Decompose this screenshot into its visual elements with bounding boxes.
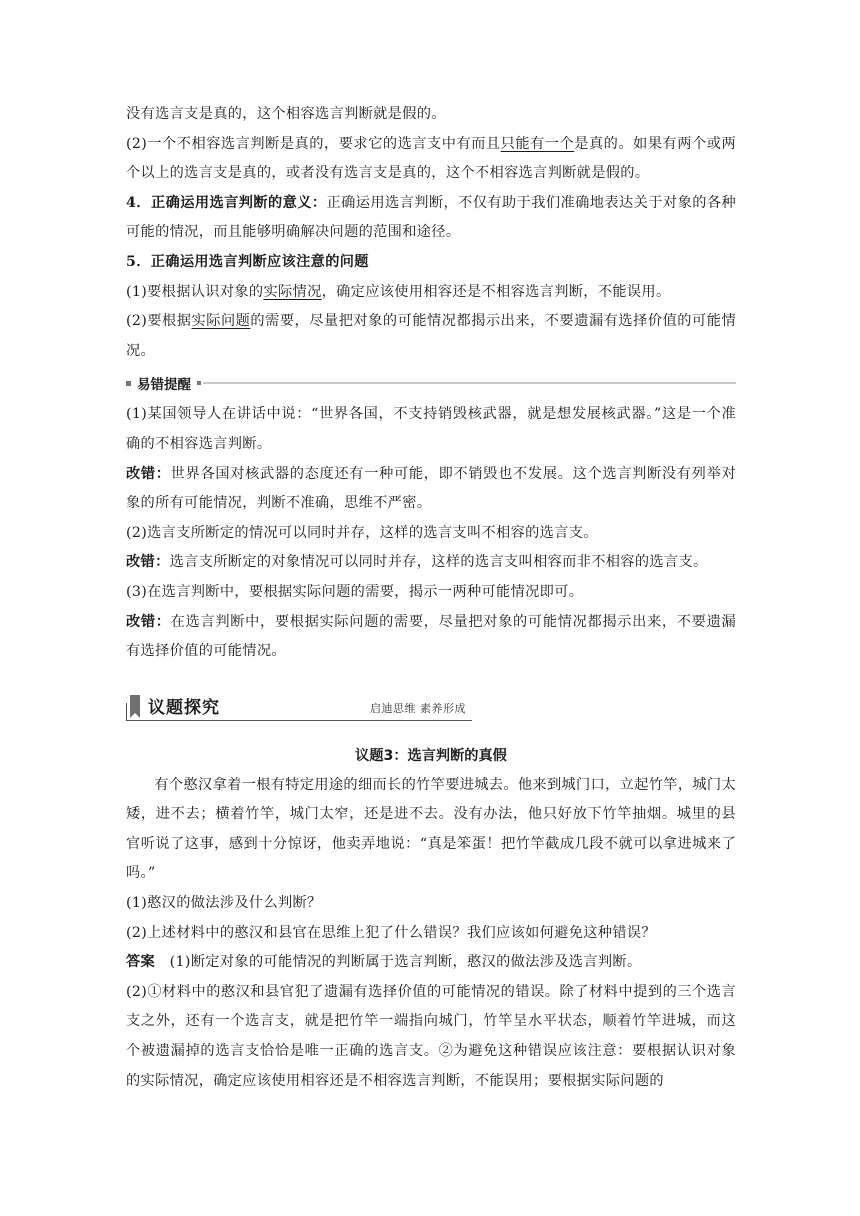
text-span: ，确定应该使用相容还是不相容选言判断，不能误用。: [321, 283, 671, 300]
story-paragraph: 有个憨汉拿着一根有特定用途的细而长的竹竿要进城去。他来到城门口，立起竹竿，城门太矮，进不去；横着竹竿，城门太窄，还是进不去。没有办法，他只好放下竹竿抽烟。城里的县官听说了这事，感到十分惊讶，他卖弄地说：“真是笨蛋！把竹竿截成几段不就可以拿进城来了吗。”: [126, 776, 736, 882]
paragraph-point-5-1: [126, 278, 736, 308]
fix-text: 世界各国对核武器的态度还有一种可能，即不销毁也不发展。这个选言判断没有列举对象的所有可能情况，判断不准确，思维不严密。: [126, 465, 736, 512]
text-span: (2)要根据: [126, 313, 192, 330]
topic-title: 议题3：选言判断的真假: [355, 747, 507, 764]
underlined-term: 实际情况: [263, 283, 322, 300]
answer-1: [126, 948, 736, 978]
answer-text: (1)断定对象的可能情况的判断属于选言判断，憨汉的做法涉及选言判断。: [169, 954, 642, 971]
paragraph-incompatible-truth: [126, 130, 736, 189]
fix-label: 改错：: [126, 613, 171, 630]
section-label: 易错提醒: [137, 377, 191, 394]
fix-label: 改错：: [126, 465, 171, 482]
banner-title: 议题探究: [148, 697, 220, 718]
text-span: 的需要，尽量把对象的可能情况都揭示出来，不要遗漏有选择价值的可能情况。: [126, 313, 736, 359]
paragraph-line-1: 没有选言支是真的，这个相容选言判断就是假的。: [126, 106, 446, 122]
error-statement-1: (1)某国领导人在讲话中说：“世界各国，不支持销毁核武器，就是想发展核武器。”这是一个准确的不相容选言判断。: [126, 406, 736, 452]
text-span: (2)一个不相容选言判断是真的，要求它的选言支中有而且: [126, 135, 501, 152]
error-fix-2: [126, 548, 736, 578]
question-2: (2)上述材料中的憨汉和县官在思维上犯了什么错误？我们应该如何避免这种错误？: [126, 924, 656, 941]
paragraph-point-5-2: [126, 307, 736, 366]
text-span: 是真的。如果有两个或两个以上的选言支是真的，或者没有选言支是真的，这个不相容选言判断就是假的。: [126, 135, 736, 182]
underlined-term: 只能有一个: [500, 135, 575, 152]
text-span: 正确运用选言判断，不仅有助于我们准确地表达关于对象的各种可能的情况，而且能够明确解决问题的范围和途径。: [126, 194, 736, 241]
fix-text: 选言支所断定的对象情况可以同时并存，这样的选言支叫相容而非不相容的选言支。: [169, 554, 708, 571]
underlined-term: 实际问题: [191, 313, 251, 330]
error-fix-3: [126, 608, 736, 667]
answer-2: (2)①材料中的憨汉和县官犯了遗漏有选择价值的可能情况的错误。除了材料中提到的三个选言支之外，还有一个选言支，就是把竹竿一端指向城门，竹竿呈水平状态，顺着竹竿进城，而这个被遗漏掉的选言支恰恰是唯一正确的选言支。②为避免这种错误应该注意：要根据认识对象的实际情况，确定应该使用相容还是不相容选言判断，不能误用；要根据实际问题的: [126, 983, 736, 1089]
text-span: (1)要根据认识对象的: [126, 283, 264, 300]
square-bullet-icon: [197, 381, 201, 385]
question-1: (1)憨汉的做法涉及什么判断？: [126, 895, 322, 912]
square-bullet-icon: [126, 381, 131, 386]
error-statement-3: (3)在选言判断中，要根据实际问题的需要，揭示一两种可能情况即可。: [126, 583, 584, 600]
paragraph-significance: [126, 189, 736, 248]
fix-text: 在选言判断中，要根据实际问题的需要，尽量把对象的可能情况都揭示出来，不要遗漏有选择价值的可能情况。: [126, 613, 736, 660]
banner-underline: [126, 720, 472, 721]
section-banner-topic-inquiry: [126, 693, 736, 723]
document-page: [126, 100, 736, 1096]
point-5-heading: 5．正确运用选言判断应该注意的问题: [126, 253, 369, 270]
error-statement-2: (2)选言支所断定的情况可以同时并存，这样的选言支叫不相容的选言支。: [126, 524, 598, 541]
point-heading: 4．正确运用选言判断的意义：: [126, 194, 327, 211]
error-fix-1: [126, 460, 736, 519]
answer-label: 答案: [126, 954, 156, 971]
fix-label: 改错：: [126, 554, 170, 571]
banner-subtitle: 启迪思维 素养形成: [370, 701, 466, 715]
section-header-error-reminder: [126, 368, 736, 398]
bookmark-icon: [130, 695, 140, 713]
section-divider: [203, 382, 736, 384]
banner-tick: [126, 703, 127, 721]
